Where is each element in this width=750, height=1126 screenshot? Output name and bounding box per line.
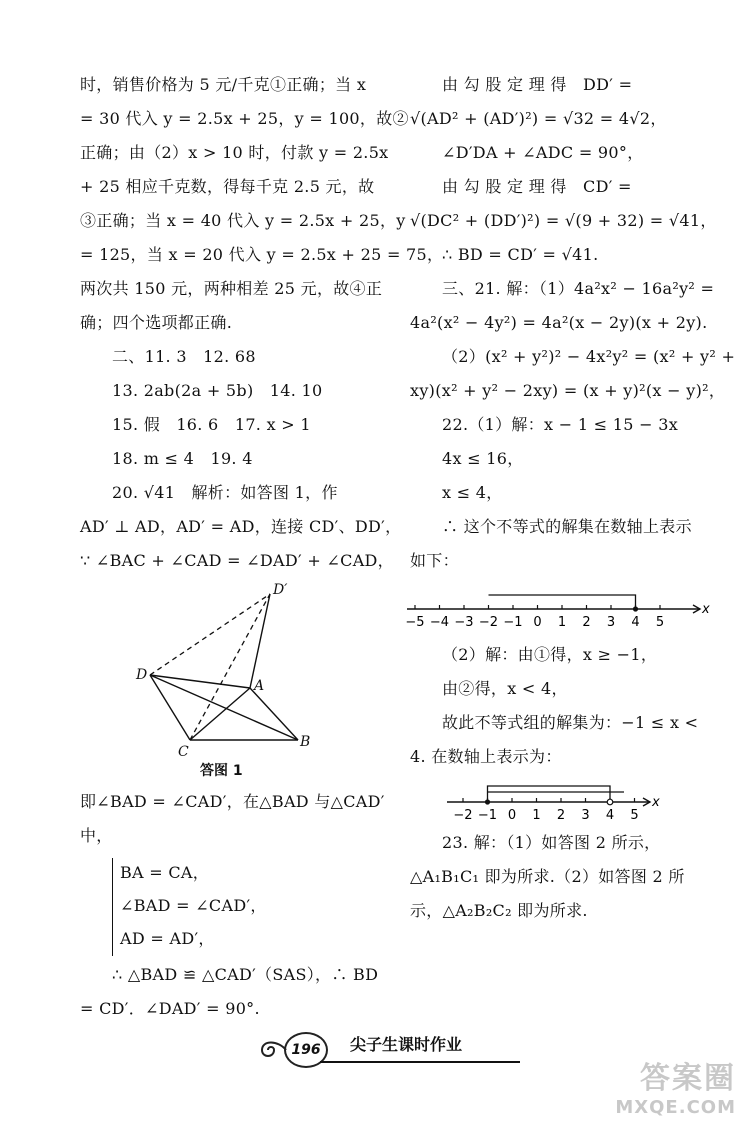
segment-dc — [150, 675, 190, 740]
text-line: + 25 相应千克数，得每千克 2.5 元，故 — [80, 177, 375, 196]
tick-label: 3 — [581, 808, 590, 822]
tick-label: −1 — [503, 615, 523, 630]
tick-label: 4 — [631, 615, 640, 630]
text-line: AD′ ⊥ AD，AD′ = AD，连接 CD′、DD′， — [80, 517, 402, 536]
page-footer — [260, 1030, 520, 1070]
text-line: ∠D′DA + ∠ADC = 90°， — [442, 143, 644, 162]
left-column-lower — [80, 785, 385, 853]
tick-label: 0 — [533, 615, 542, 630]
label-b: B — [300, 734, 310, 750]
text-line: 三、21. 解：（1）4a²x² − 16a²y² = — [442, 279, 715, 298]
label-d-prime: D′ — [273, 582, 288, 598]
solid-endpoint — [633, 606, 638, 611]
segment-dd-prime — [150, 594, 270, 675]
tick-label: 3 — [606, 615, 616, 630]
right-column — [410, 68, 736, 578]
answer-line: 二、11. 3 12. 68 — [112, 347, 256, 366]
text-line: = 30 代入 y = 2.5x + 25，y = 100，故② — [80, 109, 409, 128]
footer-rule — [320, 1061, 520, 1063]
equation-system — [120, 856, 267, 955]
number-line-2 — [445, 772, 665, 822]
tick-label: 5 — [630, 808, 639, 822]
answer-line: 20. √41 解析：如答图 1，作 — [112, 483, 338, 502]
text-line: ∴ △BAD ≌ △CAD′（SAS），∴ BD — [112, 965, 379, 984]
axis-label: x — [702, 602, 710, 617]
text-line: 正确；由（2）x > 10 时，付款 y = 2.5x — [80, 143, 389, 162]
watermark — [615, 1053, 736, 1118]
text-line: √(AD² + (AD′)²) = √32 = 4√2， — [410, 109, 667, 128]
text-line: 如下： — [410, 551, 459, 570]
tick-label: −5 — [405, 615, 425, 630]
page-number: 196 — [284, 1032, 328, 1068]
text-line: 由 勾 股 定 理 得 DD′ = — [442, 75, 633, 94]
tick-label: −4 — [429, 615, 450, 630]
system-line: AD = AD′， — [120, 929, 215, 948]
tick-label: 5 — [655, 615, 665, 630]
right-column-middle — [410, 638, 710, 774]
label-a: A — [254, 678, 265, 694]
text-line: 中， — [80, 826, 113, 845]
figure-caption: 答图 1 — [200, 763, 243, 779]
tick-label: −2 — [453, 808, 473, 822]
text-line: = 125，当 x = 20 代入 y = 2.5x + 25 = 75， — [80, 245, 444, 264]
watermark-top: 答案圈 — [640, 1061, 736, 1096]
text-line: ③正确；当 x = 40 代入 y = 2.5x + 25，y — [80, 211, 406, 230]
geometry-figure — [130, 580, 310, 760]
text-line: xy)(x² + y² − 2xy) = (x + y)²(x − y)²， — [410, 381, 726, 400]
axis-label: x — [652, 795, 660, 810]
number-line-1 — [405, 585, 710, 630]
text-line: 故此不等式组的解集为：−1 ≤ x < — [442, 713, 699, 732]
label-c: C — [178, 744, 189, 760]
tick-label: 2 — [556, 808, 566, 822]
solution-bracket — [488, 786, 611, 802]
text-line: √(DC² + (DD′)²) = √(9 + 32) = √41， — [410, 211, 717, 230]
tick-label: 2 — [582, 615, 591, 630]
text-line: 由 勾 股 定 理 得 CD′ = — [442, 177, 632, 196]
segment-cd-prime — [190, 594, 270, 740]
text-line: 由②得，x < 4， — [442, 679, 568, 698]
answer-line: 15. 假 16. 6 17. x > 1 — [112, 415, 311, 434]
tick-label: −2 — [478, 615, 499, 630]
text-line: （2）(x² + y²)² − 4x²y² = (x² + y² + — [442, 347, 736, 366]
text-line: 23. 解：（1）如答图 2 所示， — [442, 833, 661, 852]
text-line: 时，销售价格为 5 元/千克①正确；当 x — [80, 75, 367, 94]
label-d: D — [136, 667, 148, 683]
text-line: （2）解：由①得，x ≥ −1， — [442, 645, 658, 664]
footer-title: 尖子生课时作业 — [350, 1035, 463, 1054]
right-column-lower — [410, 826, 710, 928]
text-line: 即∠BAD = ∠CAD′，在△BAD 与△CAD′ — [80, 792, 385, 811]
text-line: 22.（1）解：x − 1 ≤ 15 − 3x — [442, 415, 679, 434]
text-line: 示，△A₂B₂C₂ 即为所求. — [410, 901, 588, 920]
tick-label: 1 — [557, 615, 567, 630]
text-line: 4x ≤ 16， — [442, 449, 524, 468]
tick-label: 0 — [507, 808, 517, 822]
text-line: ∴ 这个不等式的解集在数轴上表示 — [442, 517, 692, 536]
solid-endpoint — [485, 799, 490, 804]
text-line: ∴ BD = CD′ = √41. — [442, 245, 599, 264]
open-endpoint — [607, 799, 613, 805]
text-line: 4. 在数轴上表示为： — [410, 747, 562, 766]
text-line: ∵ ∠BAC + ∠CAD = ∠DAD′ + ∠CAD， — [80, 551, 394, 570]
text-line: 4a²(x² − 4y²) = 4a²(x − 2y)(x + 2y). — [410, 313, 708, 332]
segment-ad-prime — [250, 594, 270, 688]
text-line: 确；四个选项都正确. — [80, 313, 233, 332]
tick-label: −3 — [454, 615, 474, 630]
text-line: 两次共 150 元，两种相差 25 元，故④正 — [80, 279, 383, 298]
left-column-conclusion — [80, 958, 380, 1026]
answer-line: 13. 2ab(2a + 5b) 14. 10 — [112, 381, 323, 400]
system-line: BA = CA， — [120, 863, 210, 882]
tick-label: 4 — [605, 808, 615, 822]
tick-label: −1 — [477, 808, 498, 822]
text-line: x ≤ 4， — [442, 483, 503, 502]
text-line: = CD′．∠DAD′ = 90°. — [80, 999, 260, 1018]
answer-line: 18. m ≤ 4 19. 4 — [112, 449, 253, 468]
text-line: △A₁B₁C₁ 即为所求.（2）如答图 2 所 — [410, 867, 685, 886]
segment-ab — [250, 688, 298, 740]
tick-label: 1 — [532, 808, 541, 822]
watermark-bottom: MXQE.COM — [615, 1097, 736, 1118]
system-line: ∠BAD = ∠CAD′， — [120, 896, 267, 915]
